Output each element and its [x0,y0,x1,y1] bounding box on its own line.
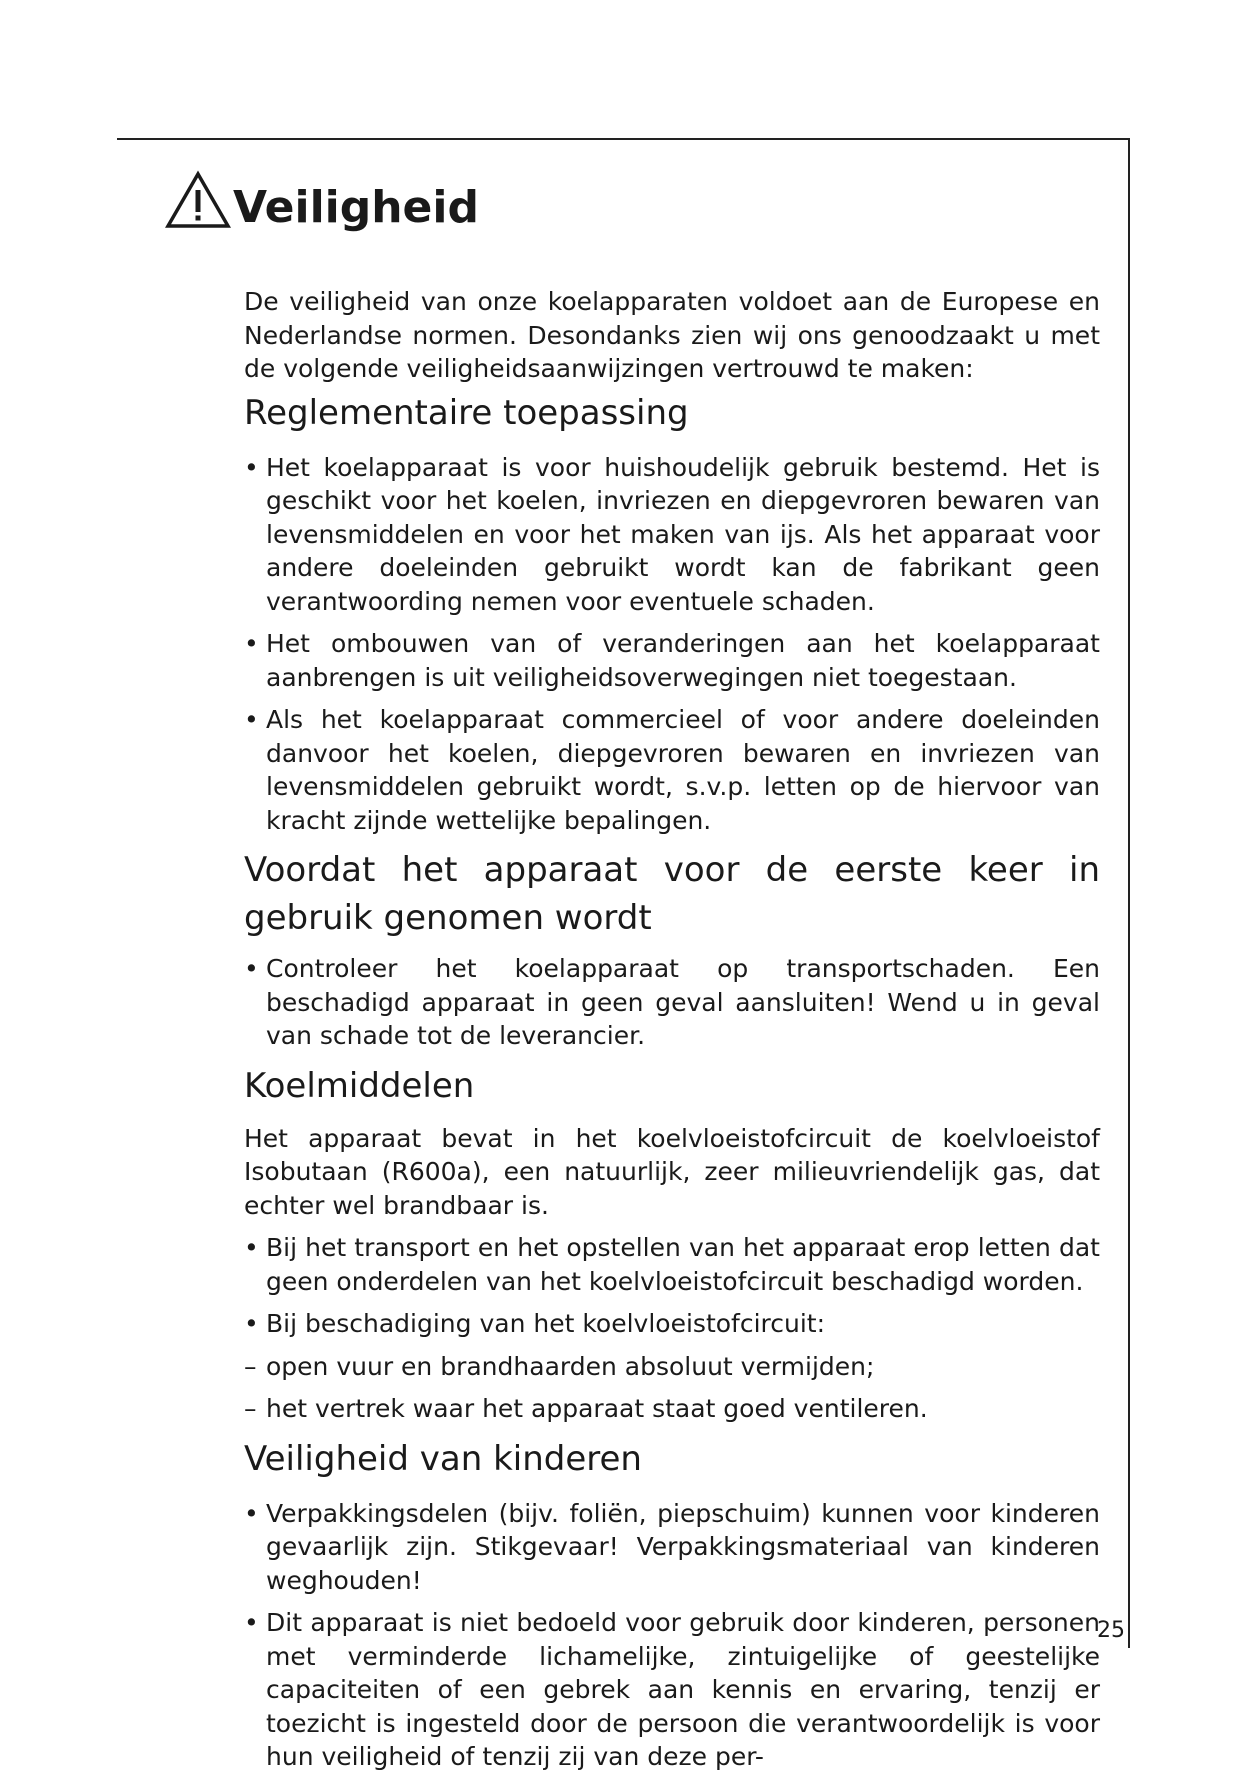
list-item: • Verpakkingsdelen (bijv. foliën, piepschuim) kunnen voor kinderen gevaarlijk zijn. Stikgevaar! Verpakkingsmateriaal van kinderen weghouden! [244,1498,1100,1595]
warning-triangle-icon [165,170,231,230]
intro-paragraph: De veiligheid van onze koelapparaten voldoet aan de Europese en Nederlandse normen. Desondanks zien wij ons genoodzaakt u met de volgende veiligheidsaanwijzingen vertrouwd te maken: [244,287,1100,383]
koelmiddelen-list [244,1231,1100,1341]
page-number: 25 [1097,1618,1125,1643]
list-item: • Bij beschadiging van het koelvloeistofcircuit: [244,1307,1100,1341]
bullet-icon: • [244,1309,259,1338]
bullet-icon: • [244,452,259,482]
heading-koelmiddelen: Koelmiddelen [244,1065,475,1106]
heading-voordat: Voordat het apparaat voor de eerste keer in gebruik genomen wordt [244,850,1100,938]
bullet-icon: • [244,629,259,658]
bullet-icon: • [244,1608,259,1637]
list-item: • Het koelapparaat is voor huishoudelijk gebruik bestemd. Het is geschikt voor het koelen, invriezen en diepgevroren bewaren van levensmiddelen en voor het maken van ijs. Als het apparaat voor andere doeleinden gebruikt wordt kan de fabrikant geen verantwoording nemen voor eventuele schaden. [244,452,1100,616]
main-content [244,285,1100,1783]
page-title-block [165,170,479,233]
bullet-icon: • [244,705,259,734]
right-rule [1128,138,1130,1648]
kinderen-list [244,1497,1100,1774]
heading-kinderen: Veiligheid van kinderen [244,1438,642,1479]
koelmiddelen-dash-list [244,1350,1100,1426]
list-item: • Dit apparaat is niet bedoeld voor gebruik door kinderen, personen met verminderde lichamelijke, zintuigelijke of geestelijke capaciteiten of een gebrek aan kennis en ervaring, tenzij er toezicht is ingesteld door de persoon die verantwoordelijk is voor hun veiligheid of tenzij zij van deze per- [244,1608,1100,1771]
bullet-icon: • [244,1498,259,1528]
koelmiddelen-paragraph: Het apparaat bevat in het koelvloeistofcircuit de koelvloeistof Isobutaan (R600a), een natuurlijk, zeer milieuvriendelijk gas, dat echter wel brandbaar is. [244,1123,1100,1220]
bullet-icon: • [244,954,259,983]
page-title: Veiligheid [233,182,479,233]
dash-icon: – [244,1351,257,1381]
list-item: • Bij het transport en het opstellen van het apparaat erop letten dat geen onderdelen van het koelvloeistofcircuit beschadigd worden. [244,1233,1100,1296]
dash-icon: – [244,1394,257,1423]
list-item: • Controleer het koelapparaat op transportschaden. Een beschadigd apparaat in geen geval aansluiten! Wend u in geval van schade tot de leverancier. [244,954,1100,1050]
voordat-list [244,952,1100,1053]
list-item: • Als het koelapparaat commercieel of voor andere doeleinden danvoor het koelen, diepgevroren bewaren en invriezen van levensmiddelen gebruikt wordt, s.v.p. letten op de hiervoor van kracht zijnde wettelijke bepalingen. [244,705,1100,835]
list-item: – het vertrek waar het apparaat staat goed ventileren. [244,1392,1100,1426]
heading-reglementaire: Reglementaire toepassing [244,392,689,433]
list-item: – open vuur en brandhaarden absoluut vermijden; [244,1350,1100,1384]
reglementaire-list [244,451,1100,838]
bullet-icon: • [244,1233,259,1262]
top-rule [117,138,1130,140]
list-item: • Het ombouwen van of veranderingen aan het koelapparaat aanbrengen is uit veiligheidsoverwegingen niet toegestaan. [244,629,1100,692]
